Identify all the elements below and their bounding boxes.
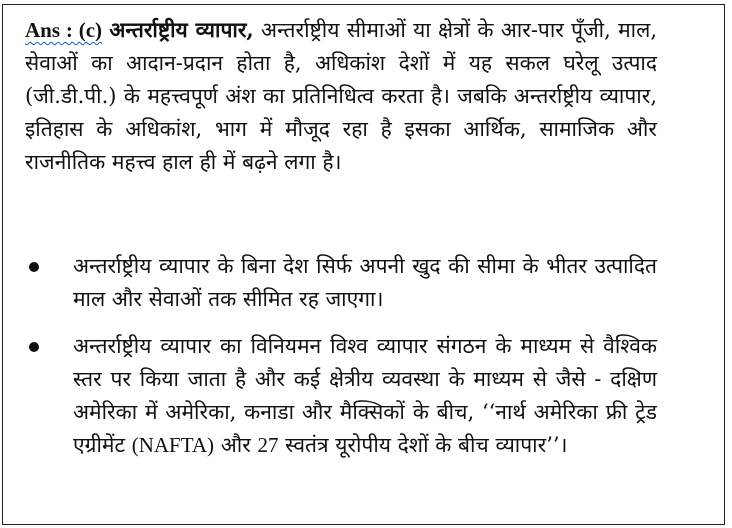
answer-paragraph — [25, 13, 657, 179]
bullet-text: अन्तर्राष्ट्रीय व्यापार के बिना देश सिर्फ अपनी खुद की सीमा के भीतर उत्पादित माल और सेवाओं तक सीमित रह जाएगा। — [73, 254, 657, 311]
bullet-icon — [29, 262, 39, 272]
country-count: 27 — [257, 433, 279, 457]
bullet-text: अन्तर्राष्ट्रीय व्यापार का विनियमन विश्व व्यापार संगठन के माध्यम से वैश्विक स्तर पर किया जाता है और कई क्षेत्रीय व्यवस्था के माध्यम से जैसे - दक्षिण अमेरिका में अमेरिका, कनाडा और मैक्सिकों के बीच, ‘‘नार्थ अमेरिका फ्री ट्रेड एग्रीमेंट — [73, 334, 657, 457]
answer-body: अन्तर्राष्ट्रीय सीमाओं या क्षेत्रों के आर-पार पूँजी, माल, सेवाओं का आदान-प्रदान होता है, अधिकांश देशों में यह सकल घरेलू उत्पाद (जी.डी.पी.) के महत्त्वपूर्ण अंश का प्रतिनिधित्व करता है। जबकि अन्तर्राष्ट्रीय व्यापार, इतिहास के अधिकांश, भाग में मौजूद रहा है इसका आर्थिक, सामाजिक और राजनीतिक महत्त्व हाल ही में बढ़ने लगा है। — [25, 18, 657, 174]
bullet-text: स्वतंत्र यूरोपीय देशों के बीच व्यापार’’। — [278, 433, 568, 457]
nafta-acronym: (NAFTA) — [131, 433, 215, 457]
answer-box — [2, 4, 725, 525]
bullet-text: और — [214, 433, 258, 457]
answer-topic: अन्तर्राष्ट्रीय व्यापार, — [109, 17, 254, 42]
bullet-list — [25, 250, 657, 462]
bullet-item-1 — [25, 250, 657, 316]
bullet-icon — [29, 342, 39, 352]
answer-label: Ans : (c) — [25, 18, 103, 42]
bullet-item-2 — [25, 330, 657, 462]
